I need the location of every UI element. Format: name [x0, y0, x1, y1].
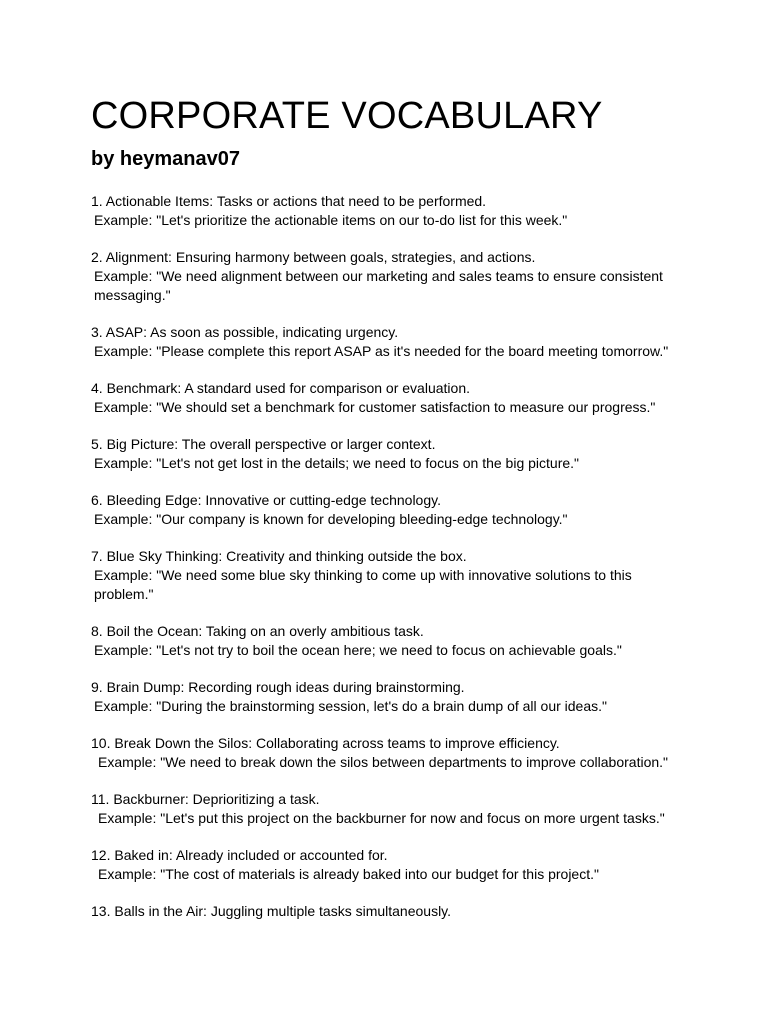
vocabulary-entry: [91, 248, 691, 305]
entry-definition: 11. Backburner: Deprioritizing a task.: [91, 791, 320, 807]
entry-example: Example: "We need alignment between our marketing and sales teams to ensure consistent messaging.": [94, 268, 663, 303]
vocabulary-entry: [91, 323, 691, 361]
vocabulary-entry: [91, 379, 691, 417]
vocabulary-entry: [91, 846, 691, 884]
entry-definition: 8. Boil the Ocean: Taking on an overly ambitious task.: [91, 623, 424, 639]
entry-definition: 6. Bleeding Edge: Innovative or cutting-edge technology.: [91, 492, 441, 508]
entry-example: Example: "We should set a benchmark for customer satisfaction to measure our progress.": [94, 399, 656, 415]
vocabulary-entry: [91, 734, 691, 772]
vocabulary-entry: [91, 491, 691, 529]
vocabulary-entry: [91, 678, 691, 716]
entry-example: Example: "Let's prioritize the actionable items on our to-do list for this week.": [94, 212, 568, 228]
document-author: by heymanav07: [91, 148, 240, 170]
document-title: CORPORATE VOCABULARY: [91, 95, 603, 137]
entry-example: Example: "Let's not get lost in the details; we need to focus on the big picture.": [94, 455, 580, 471]
entry-example: Example: "Please complete this report ASAP as it's needed for the board meeting tomorrow.": [94, 343, 669, 359]
entry-definition: 10. Break Down the Silos: Collaborating across teams to improve efficiency.: [91, 735, 560, 751]
entry-definition: 7. Blue Sky Thinking: Creativity and thinking outside the box.: [91, 548, 467, 564]
vocabulary-entry: [91, 435, 691, 473]
vocabulary-entry: [91, 547, 691, 604]
entry-example: Example: "The cost of materials is already baked into our budget for this project.": [98, 866, 599, 882]
entry-example: Example: "We need to break down the silos between departments to improve collaboration.": [98, 754, 668, 770]
entry-definition: 3. ASAP: As soon as possible, indicating urgency.: [91, 324, 399, 340]
entry-definition: 2. Alignment: Ensuring harmony between goals, strategies, and actions.: [91, 249, 536, 265]
entry-definition: 9. Brain Dump: Recording rough ideas during brainstorming.: [91, 679, 465, 695]
entry-example: Example: "We need some blue sky thinking to come up with innovative solutions to this problem.": [94, 567, 632, 602]
entry-definition: 12. Baked in: Already included or accounted for.: [91, 847, 388, 863]
vocabulary-entry: [91, 902, 691, 921]
entry-definition: 4. Benchmark: A standard used for comparison or evaluation.: [91, 380, 470, 396]
entry-example: Example: "Let's not try to boil the ocean here; we need to focus on achievable goals.": [94, 642, 622, 658]
vocabulary-entry: [91, 192, 691, 230]
entry-example: Example: "During the brainstorming session, let's do a brain dump of all our ideas.": [94, 698, 607, 714]
vocabulary-list: [91, 192, 691, 921]
entry-definition: 13. Balls in the Air: Juggling multiple tasks simultaneously.: [91, 903, 452, 919]
vocabulary-entry: [91, 622, 691, 660]
entry-example: Example: "Let's put this project on the backburner for now and focus on more urgent tasks.": [98, 810, 665, 826]
vocabulary-entry: [91, 790, 691, 828]
document-page: [91, 94, 691, 939]
entry-example: Example: "Our company is known for developing bleeding-edge technology.": [94, 511, 568, 527]
entry-definition: 1. Actionable Items: Tasks or actions that need to be performed.: [91, 193, 487, 209]
entry-definition: 5. Big Picture: The overall perspective or larger context.: [91, 436, 436, 452]
